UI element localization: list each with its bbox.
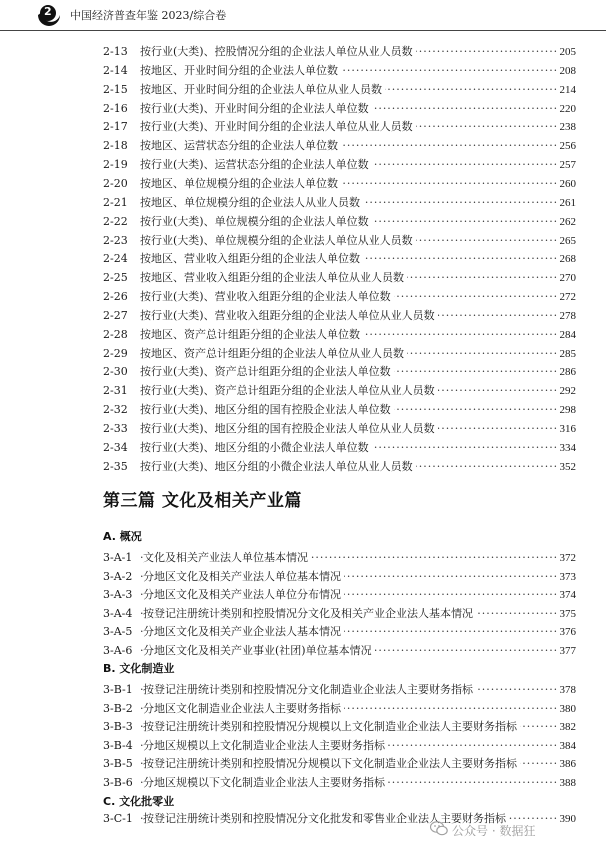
toc-page-number: 260: [557, 175, 577, 193]
toc-page-number: 376: [557, 623, 577, 641]
toc-code: 3-A-6: [103, 644, 133, 657]
toc-entry[interactable]: [0, 345, 606, 363]
toc-page-number: 352: [557, 458, 577, 476]
toc-page-number: 265: [557, 232, 577, 250]
toc-entry[interactable]: [0, 382, 606, 400]
toc-page-number: 256: [557, 137, 577, 155]
toc-title: 按行业(大类)、地区分组的国有控股企业法人单位数: [140, 401, 394, 419]
toc-title: 按行业(大类)、运营状态分组的企业法人单位数: [140, 156, 372, 174]
toc-code: 3-C-1: [103, 812, 133, 825]
toc-entry[interactable]: [0, 213, 606, 231]
watermark-text: 公众号 · 数据狂: [452, 824, 536, 838]
toc-entry[interactable]: [0, 307, 606, 325]
toc-title: 按行业(大类)、地区分组的国有控股企业法人单位从业人员数: [140, 420, 438, 438]
toc-page-number: 316: [557, 420, 577, 438]
toc-code: 3-B-1: [103, 683, 133, 696]
toc-title: 按地区、单位规模分组的企业法人从业人员数: [140, 194, 363, 212]
toc-entry[interactable]: [0, 175, 606, 193]
toc-title: 按行业(大类)、控股情况分组的企业法人单位从业人员数: [140, 43, 416, 61]
toc-page-number: 208: [557, 62, 577, 80]
toc-code: 2-17: [103, 120, 128, 133]
toc-title: 按登记注册统计类别和控股情况分文化制造业企业法人主要财务指标: [143, 681, 476, 699]
toc-entry[interactable]: [0, 137, 606, 155]
toc-entry[interactable]: [0, 156, 606, 174]
toc-entry[interactable]: [0, 623, 606, 641]
toc-page-number: 268: [557, 250, 577, 268]
toc-entry[interactable]: [0, 439, 606, 457]
toc-entry[interactable]: [0, 194, 606, 212]
toc-entry[interactable]: [0, 250, 606, 268]
toc-entry[interactable]: [0, 642, 606, 660]
toc-title: 按地区、资产总计组距分组的企业法人单位数: [140, 326, 363, 344]
toc-page-number: 270: [557, 269, 577, 287]
toc-page-number: 384: [557, 737, 577, 755]
toc-title: 按地区、运营状态分组的企业法人单位数: [140, 137, 341, 155]
toc-code: 2-26: [103, 290, 128, 303]
toc-title: 按地区、开业时间分组的企业法人单位数: [140, 62, 341, 80]
toc-code: 2-35: [103, 460, 128, 473]
toc-title: 分地区文化制造业企业法人主要财务指标: [143, 700, 344, 718]
toc-page-number: 284: [557, 326, 577, 344]
toc-code: 2-15: [103, 83, 128, 96]
toc-page-number: 262: [557, 213, 577, 231]
toc-code: 2-20: [103, 177, 128, 190]
section-heading: B. 文化制造业: [103, 662, 175, 675]
toc-code: 3-B-3: [103, 720, 133, 733]
toc-entry[interactable]: [0, 326, 606, 344]
wechat-icon: [430, 821, 448, 836]
toc-entry[interactable]: [0, 288, 606, 306]
toc-entry[interactable]: [0, 232, 606, 250]
toc-title: 按行业(大类)、开业时间分组的企业法人单位数: [140, 100, 372, 118]
toc-title: 分地区文化及相关产业法人单位分布情况: [143, 586, 344, 604]
toc-code: 3-B-6: [103, 776, 133, 789]
toc-code: 2-34: [103, 441, 128, 454]
toc-title: 分地区规模以下文化制造业企业法人主要财务指标: [143, 774, 388, 792]
toc-entry[interactable]: [0, 605, 606, 623]
toc-code: 3-A-1: [103, 551, 133, 564]
toc-entry[interactable]: [0, 269, 606, 287]
toc-entry[interactable]: [0, 100, 606, 118]
toc-page-number: 382: [557, 718, 577, 736]
watermark: [452, 822, 535, 839]
toc-title: 按行业(大类)、资产总计组距分组的企业法人单位从业人员数: [140, 382, 438, 400]
toc-title: 按行业(大类)、单位规模分组的企业法人单位从业人员数: [140, 232, 416, 250]
toc-title: 按行业(大类)、营业收入组距分组的企业法人单位数: [140, 288, 394, 306]
toc-entry[interactable]: [0, 118, 606, 136]
toc-page-number: 285: [557, 345, 577, 363]
toc-page-number: 205: [557, 43, 577, 61]
toc-entry[interactable]: [0, 755, 606, 773]
toc-page-number: 292: [557, 382, 577, 400]
toc-code: 3-A-4: [103, 607, 133, 620]
toc-code: 2-14: [103, 64, 128, 77]
toc-code: 3-B-4: [103, 739, 133, 752]
toc-entry[interactable]: [0, 43, 606, 61]
toc-page-number: 375: [557, 605, 577, 623]
toc-page-number: 261: [557, 194, 577, 212]
toc-title: 按行业(大类)、资产总计组距分组的企业法人单位数: [140, 363, 394, 381]
toc-entry[interactable]: [0, 549, 606, 567]
toc-code: 2-16: [103, 102, 128, 115]
section-heading: A. 概况: [103, 530, 142, 543]
toc-code: 3-B-5: [103, 757, 133, 770]
toc-title: 按地区、营业收入组距分组的企业法人单位数: [140, 250, 363, 268]
toc-title: 分地区文化及相关产业事业(社团)单位基本情况: [143, 642, 375, 660]
toc-title: 分地区文化及相关产业企业法人基本情况: [143, 623, 344, 641]
toc-page-number: 220: [557, 100, 577, 118]
page-number-badge: [36, 4, 62, 26]
toc-entry[interactable]: [0, 568, 606, 586]
section-heading: C. 文化批零业: [103, 795, 175, 808]
toc-title: 按地区、开业时间分组的企业法人单位从业人员数: [140, 81, 385, 99]
toc-code: 2-33: [103, 422, 128, 435]
toc-title: 按行业(大类)、营业收入组距分组的企业法人单位从业人员数: [140, 307, 438, 325]
toc-title: 按登记注册统计类别和控股情况分规模以下文化制造业企业法人主要财务指标: [143, 755, 520, 773]
toc-page-number: 388: [557, 774, 577, 792]
toc-title: 按行业(大类)、开业时间分组的企业法人单位从业人员数: [140, 118, 416, 136]
toc-title: 按行业(大类)、单位规模分组的企业法人单位数: [140, 213, 372, 231]
toc-code: 3-B-2: [103, 702, 133, 715]
toc-page-number: 257: [557, 156, 577, 174]
toc-title: 分地区规模以上文化制造业企业法人主要财务指标: [143, 737, 388, 755]
toc-entry[interactable]: [0, 62, 606, 80]
toc-entry[interactable]: [0, 81, 606, 99]
toc-page-number: 378: [557, 681, 577, 699]
toc-page-number: 278: [557, 307, 577, 325]
toc-page-number: 374: [557, 586, 577, 604]
toc-title: 按行业(大类)、地区分组的小微企业法人单位数: [140, 439, 372, 457]
toc-code: 2-27: [103, 309, 128, 322]
toc-code: 3-A-5: [103, 625, 133, 638]
toc-page-number: 272: [557, 288, 577, 306]
toc-entry[interactable]: [0, 586, 606, 604]
toc-title: 按登记注册统计类别和控股情况分文化批发和零售业企业法人主要财务指标: [143, 810, 509, 828]
toc-code: 2-23: [103, 234, 128, 247]
toc-code: 2-19: [103, 158, 128, 171]
toc-entry[interactable]: [0, 681, 606, 699]
toc-page-number: 214: [557, 81, 577, 99]
toc-entry[interactable]: [0, 363, 606, 381]
toc-page-number: 238: [557, 118, 577, 136]
toc-code: 2-28: [103, 328, 128, 341]
toc-code: 2-30: [103, 365, 128, 378]
page-number: 2: [44, 5, 52, 18]
toc-code: 2-21: [103, 196, 128, 209]
toc-title: 按行业(大类)、地区分组的小微企业法人单位从业人员数: [140, 458, 416, 476]
toc-entry[interactable]: [0, 718, 606, 736]
toc-page-number: 334: [557, 439, 577, 457]
toc-page-number: 386: [557, 755, 577, 773]
toc-title: 文化及相关产业法人单位基本情况: [143, 549, 311, 567]
toc-title: 按登记注册统计类别和控股情况分规模以上文化制造业企业法人主要财务指标: [143, 718, 520, 736]
toc-code: 2-32: [103, 403, 128, 416]
toc-code: 2-25: [103, 271, 128, 284]
toc-title: 按地区、营业收入组距分组的企业法人单位从业人员数: [140, 269, 407, 287]
toc-page-number: 373: [557, 568, 577, 586]
toc-entry[interactable]: [0, 700, 606, 718]
toc-entry[interactable]: [0, 420, 606, 438]
toc-code: 3-A-3: [103, 588, 133, 601]
toc-title: 按地区、资产总计组距分组的企业法人单位从业人员数: [140, 345, 407, 363]
book-title: 中国经济普查年鉴 2023/综合卷: [70, 9, 227, 22]
toc-entry[interactable]: [0, 774, 606, 792]
toc-page-number: 286: [557, 363, 577, 381]
toc-code: 2-22: [103, 215, 128, 228]
toc-code: 2-31: [103, 384, 128, 397]
toc-code: 3-A-2: [103, 570, 133, 583]
toc-title: 按登记注册统计类别和控股情况分文化及相关产业企业法人基本情况: [143, 605, 476, 623]
toc-code: 2-13: [103, 45, 128, 58]
toc-title: 按地区、单位规模分组的企业法人单位数: [140, 175, 341, 193]
toc-page-number: 380: [557, 700, 577, 718]
toc-page-number: 377: [557, 642, 577, 660]
toc-entry[interactable]: [0, 401, 606, 419]
toc-code: 2-18: [103, 139, 128, 152]
toc-page-number: 390: [557, 810, 577, 828]
toc-code: 2-29: [103, 347, 128, 360]
toc-entry[interactable]: [0, 737, 606, 755]
toc-page-number: 372: [557, 549, 577, 567]
toc-code: 2-24: [103, 252, 128, 265]
running-header: [0, 0, 606, 31]
toc-page-number: 298: [557, 401, 577, 419]
toc-title: 分地区文化及相关产业法人单位基本情况: [143, 568, 344, 586]
toc-entry[interactable]: [0, 458, 606, 476]
part-title: 第三篇 文化及相关产业篇: [103, 491, 302, 511]
